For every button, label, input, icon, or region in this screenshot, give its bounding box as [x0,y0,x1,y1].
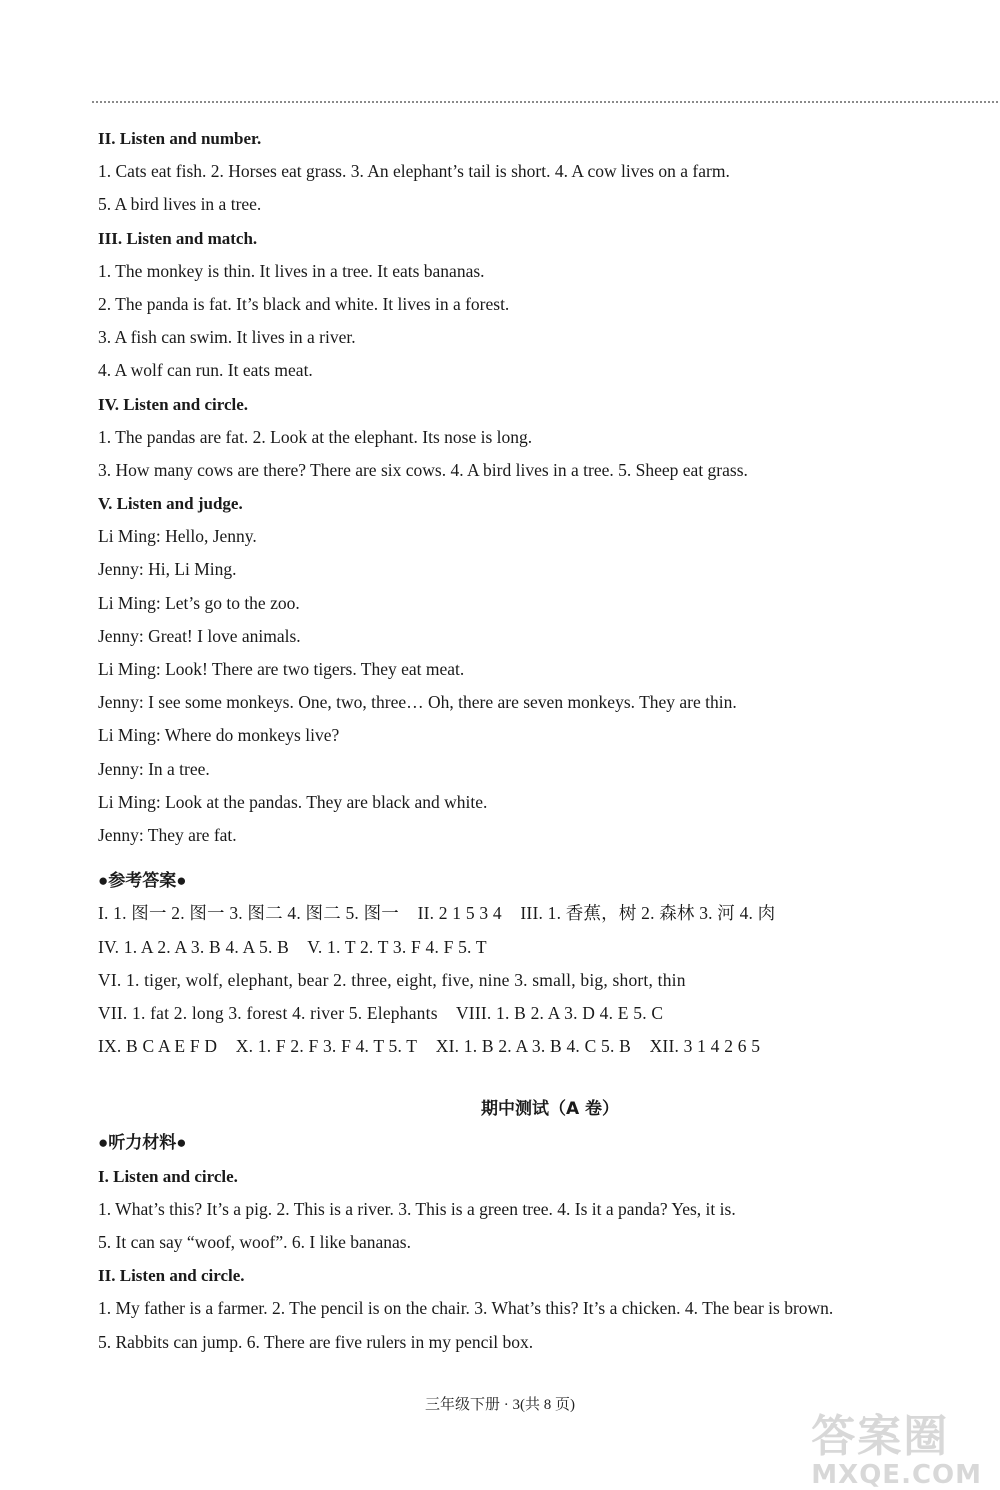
dialogue-line: Li Ming: Look! There are two tigers. They eat meat. [98,659,465,679]
text-line: 1. What’s this? It’s a pig. 2. This is a river. 3. This is a green tree. 4. Is it a panda? Yes, it is. [98,1198,736,1219]
dialogue-line: Li Ming: Where do monkeys live? [98,725,340,746]
answer-key-heading: ●参考答案● [98,871,187,891]
watermark [811,1400,982,1490]
answer-key [98,897,978,1063]
answer-group: VIII. 1. B 2. A 3. D 4. E 5. C [455,1002,664,1023]
text-line: 1. The pandas are fat. 2. Look at the elephant. Its nose is long. [98,426,533,447]
text-line: 2. The panda is fat. It’s black and white. It lives in a forest. [98,293,510,314]
page-footer: 三年级下册 · 3(共 8 页) [425,1397,575,1413]
text-line: 1. Cats eat fish. 2. Horses eat grass. 3. An elephant’s tail is short. 4. A cow lives on a farm. [98,161,730,182]
answer-group: I. 1. 图一 2. 图一 3. 图二 4. 图二 5. 图一 [98,903,399,924]
section-heading: IV. Listen and circle. [98,394,249,414]
dialogue-line: Jenny: In a tree. [98,758,210,779]
text-line: 1. The monkey is thin. It lives in a tree. It eats bananas. [98,260,485,281]
answer-group: XII. 3 1 4 2 6 5 [649,1036,761,1057]
text-line: 5. Rabbits can jump. 6. There are five rulers in my pencil box. [98,1331,534,1352]
dialogue-line: Li Ming: Let’s go to the zoo. [98,592,300,613]
header-dotted-rule [92,101,998,103]
answer-group: V. 1. T 2. T 3. F 4. F 5. T [307,936,487,957]
answer-group: VII. 1. fat 2. long 3. forest 4. river 5. Elephants [98,1002,438,1023]
answer-group: IV. 1. A 2. A 3. B 4. A 5. B [98,936,290,957]
text-line: 4. A wolf can run. It eats meat. [98,360,313,381]
answer-line [98,897,978,930]
section-heading: II. Listen and number. [98,129,262,148]
text-line: 5. A bird lives in a tree. [98,194,262,215]
dialogue-line: Jenny: They are fat. [98,824,237,845]
page-content [98,122,978,1359]
midterm-title: 期中测试（A 卷） [480,1099,620,1120]
dialogue-line: Li Ming: Hello, Jenny. [98,526,257,547]
section-heading: V. Listen and judge. [98,494,243,514]
text-line: 5. It can say “woof, woof”. 6. I like bananas. [98,1232,411,1252]
answer-group: XI. 1. B 2. A 3. B 4. C 5. B [435,1036,631,1057]
answer-group: VI. 1. tiger, wolf, elephant, bear 2. three, eight, five, nine 3. small, big, short, thin [98,969,686,990]
dialogue-line: Li Ming: Look at the pandas. They are black and white. [98,791,488,812]
dialogue-line: Jenny: Great! I love animals. [98,625,301,646]
section-heading: III. Listen and match. [98,228,258,248]
text-line: 3. A fish can swim. It lives in a river. [98,327,356,348]
answer-group: III. 1. 香蕉，树 2. 森林 3. 河 4. 肉 [520,903,776,924]
text-line: 1. My father is a farmer. 2. The pencil is on the chair. 3. What’s this? It’s a chicken. 4. The bear is brown. [98,1298,834,1319]
answer-line [98,964,978,997]
answer-group: II. 2 1 5 3 4 [417,903,502,924]
answer-line [98,1030,978,1063]
answer-line [98,997,978,1030]
dialogue-line: Jenny: Hi, Li Ming. [98,559,237,580]
listening-materials-heading: ●听力材料● [98,1133,187,1153]
watermark-logo: 答案圈 [811,1411,950,1462]
section-heading: II. Listen and circle. [98,1266,245,1286]
watermark-url: MXQE.COM [811,1460,982,1490]
answer-group: IX. B C A E F D [98,1036,218,1057]
text-line: 3. How many cows are there? There are six cows. 4. A bird lives in a tree. 5. Sheep eat grass. [98,459,748,480]
answer-line [98,931,978,964]
section-heading: I. Listen and circle. [98,1166,238,1186]
dialogue-line: Jenny: I see some monkeys. One, two, three… Oh, there are seven monkeys. They are thin. [98,692,737,713]
answer-group: X. 1. F 2. F 3. F 4. T 5. T [235,1036,418,1057]
